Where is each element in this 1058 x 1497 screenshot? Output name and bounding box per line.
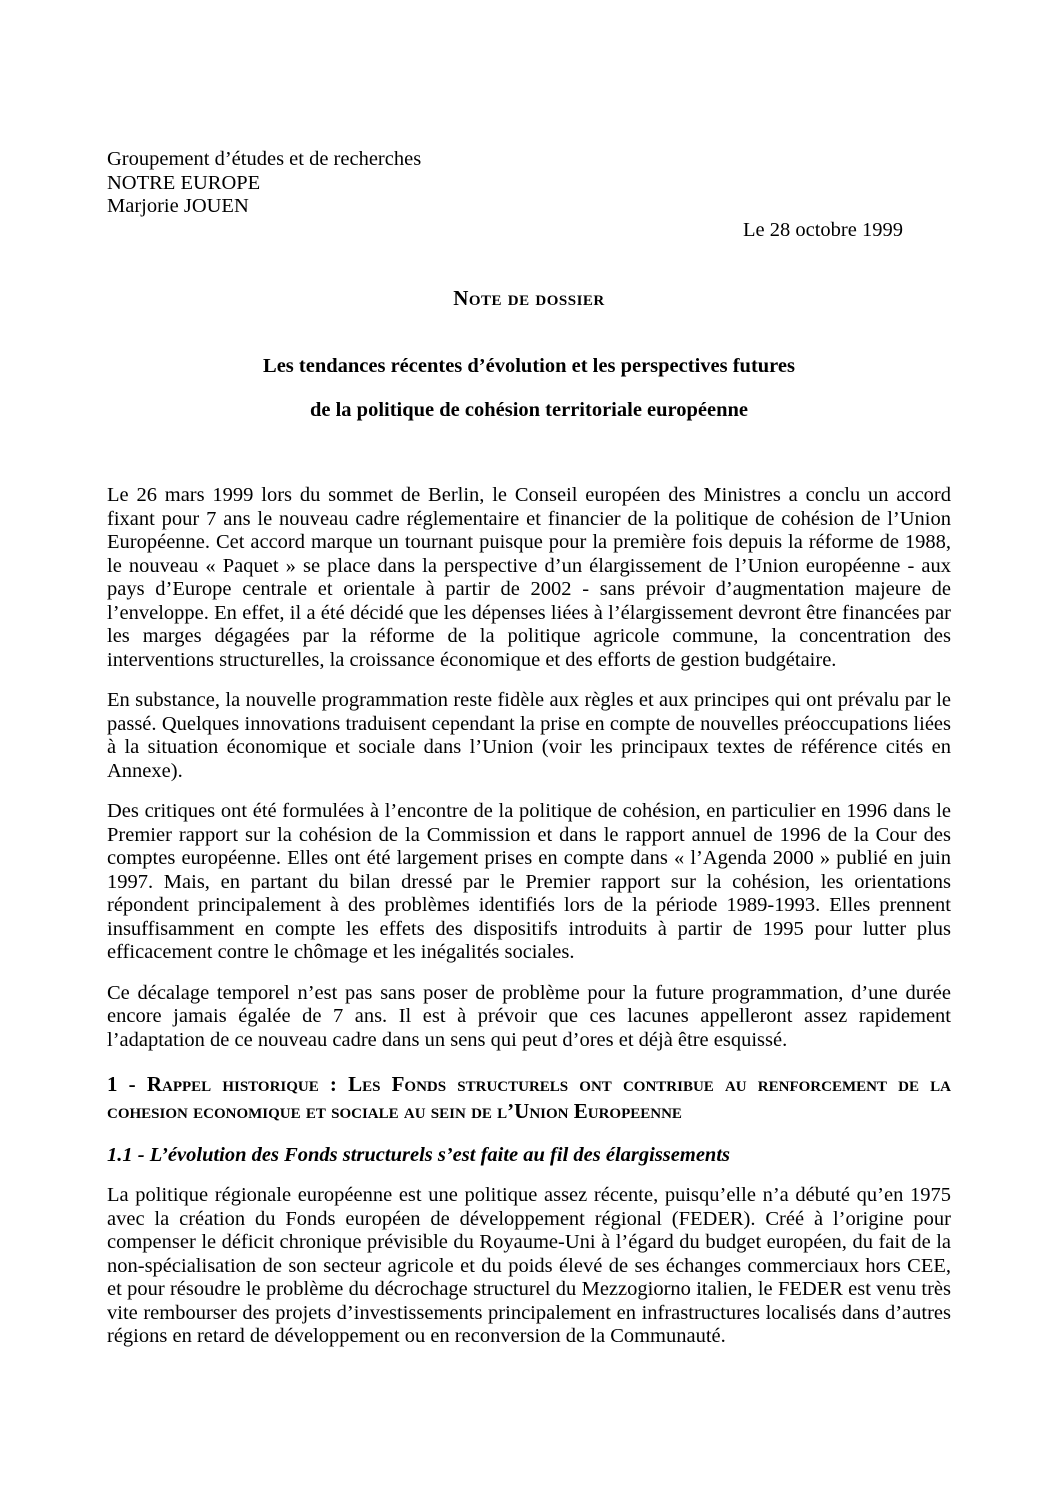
intro-paragraph-2: En substance, la nouvelle programmation reste fidèle aux règles et aux principes qui ont prévalu par le passé. Quelques innovations traduisent cependant la prise en compte de nouvelles préoccupations liées à la situation économique et sociale dans l’Union (voir les principaux textes de référence cités en Annexe). xyxy=(107,689,951,782)
author-line: Marjorie JOUEN xyxy=(107,195,249,217)
doc-type-heading: Note de dossier xyxy=(453,286,605,310)
section-1-heading: 1 - Rappel historique : Les Fonds structurels ont contribue au renforcement de la cohesion economique et sociale au sein de l’Union Europeenne xyxy=(107,1072,951,1123)
document-content xyxy=(107,0,951,1366)
intro-paragraph-4: Ce décalage temporel n’est pas sans poser de problème pour la future programmation, d’une durée encore jamais égalée de 7 ans. Il est à prévoir que ces lacunes appelleront assez rapidement l’adaptation de ce nouveau cadre dans un sens qui peut d’ores et déjà être esquissé. xyxy=(107,981,951,1051)
date-line: Le 28 octobre 1999 xyxy=(743,218,903,241)
org-name-line: Groupement d’études et de recherches xyxy=(107,148,422,170)
org-title-line: NOTRE EUROPE xyxy=(107,171,261,194)
subsection-1-1-heading: 1.1 - L’évolution des Fonds structurels s’est faite au fil des élargissements xyxy=(107,1144,730,1166)
intro-paragraph-1: Le 26 mars 1999 lors du sommet de Berlin, le Conseil européen des Ministres a conclu un accord fixant pour 7 ans le nouveau cadre réglementaire et financier de la politique de cohésion de l’Union Européenne. Cet accord marque un tournant puisque pour la première fois depuis la réforme de 1988, le nouveau « Paquet » se place dans la perspective d’un élargissement de l’Union européenne - aux pays d’Europe centrale et orientale à partir de 2002 - sans prévoir d’augmentation majeure de l’enveloppe. En effet, il a été décidé que les dépenses liées à l’élargissement devront être financées par les marges dégagées par la réforme de la politique agricole commune, la concentration des interventions structurelles, la croissance économique et des efforts de gestion budgétaire. xyxy=(107,484,951,671)
document-title-line-2: de la politique de cohésion territoriale européenne xyxy=(309,399,749,421)
intro-paragraph-3: Des critiques ont été formulées à l’encontre de la politique de cohésion, en particulier en 1996 dans le Premier rapport sur la cohésion de la Commission et dans le rapport annuel de 1996 de la Cour des comptes européenne. Elles ont été largement prises en compte dans « l’Agenda 2000 » publié en juin 1997. Mais, en partant du bilan dressé par le Premier rapport sur la cohésion, les orientations répondent principalement à des problèmes identifiés lors de la période 1989-1993. Elles prennent insuffisamment en compte les effets des dispositifs introduits à partir de 1995 pour lutter plus efficacement contre le chômage et les inégalités sociales. xyxy=(107,800,951,963)
subsection-1-1-paragraph: La politique régionale européenne est une politique assez récente, puisqu’elle n’a débuté qu’en 1975 avec la création du Fonds européen de développement régional (FEDER). Créé à l’origine pour compenser le déficit chronique prévisible du Royaume-Uni à l’égard du budget européen, du fait de la non-spécialisation de son secteur agricole et du poids élevé de ses échanges commerciaux hors CEE, et pour résoudre le problème du décrochage structurel du Mezzogiorno italien, le FEDER est venu très vite rembourser des projets d’investissements principalement en infrastructures localisés dans d’autres régions en retard de développement ou en reconversion de la Communauté. xyxy=(107,1184,951,1347)
document-header xyxy=(107,148,951,219)
document-title-line-1: Les tendances récentes d’évolution et les perspectives futures xyxy=(263,355,795,377)
